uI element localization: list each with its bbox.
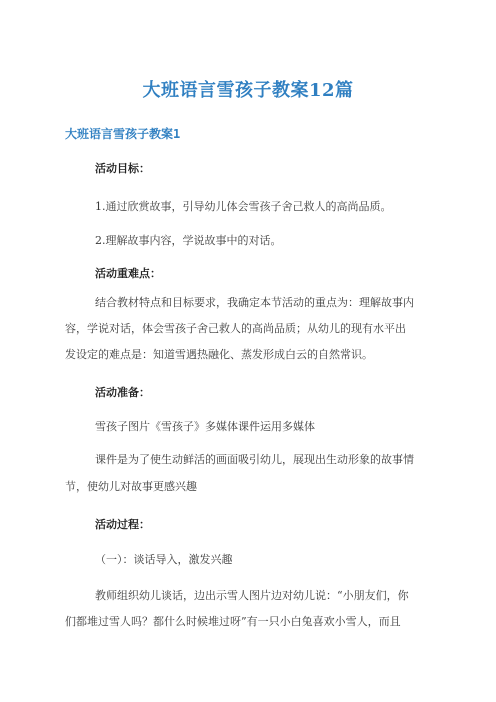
heading-key-points: 活动重难点： [95, 267, 161, 280]
preparation-line: 雪孩子图片《雪孩子》多媒体课件运用多媒体 [95, 420, 315, 433]
process-step-line: 教师组织幼儿谈话，边出示雪人图片边对幼儿说：“小朋友们，你 [95, 589, 409, 602]
section-title: 大班语言雪孩子教案1 [65, 127, 181, 141]
goal-item: 1.通过欣赏故事，引导幼儿体会雪孩子舍己救人的高尚品质。 [95, 200, 392, 213]
key-points-line: 发设定的难点是：知道雪遇热融化、蒸发形成白云的自然常识。 [65, 348, 373, 361]
key-points-line: 结合教材特点和目标要求，我确定本节活动的重点为：理解故事内 [95, 296, 414, 309]
heading-preparation: 活动准备： [95, 386, 150, 399]
preparation-reason-line: 节，使幼儿对故事更感兴趣 [65, 480, 197, 493]
heading-process: 活动过程： [95, 518, 150, 531]
goal-item: 2.理解故事内容，学说故事中的对话。 [95, 234, 282, 247]
process-step-line: 们都堆过雪人吗？都什么时候堆过呀”有一只小白兔喜欢小雪人，而且 [65, 615, 401, 628]
preparation-reason-line: 课件是为了使生动鲜活的画面吸引幼儿，展现出生动形象的故事情 [95, 453, 414, 466]
document-title: 大班语言雪孩子教案12篇 [142, 80, 354, 101]
key-points-line: 容，学说对话，体会雪孩子舍己救人的高尚品质；从幼儿的现有水平出 [65, 322, 406, 335]
heading-activity-goal: 活动目标： [95, 162, 150, 175]
process-step-title: （一）：谈话导入，激发兴趣 [95, 553, 233, 566]
